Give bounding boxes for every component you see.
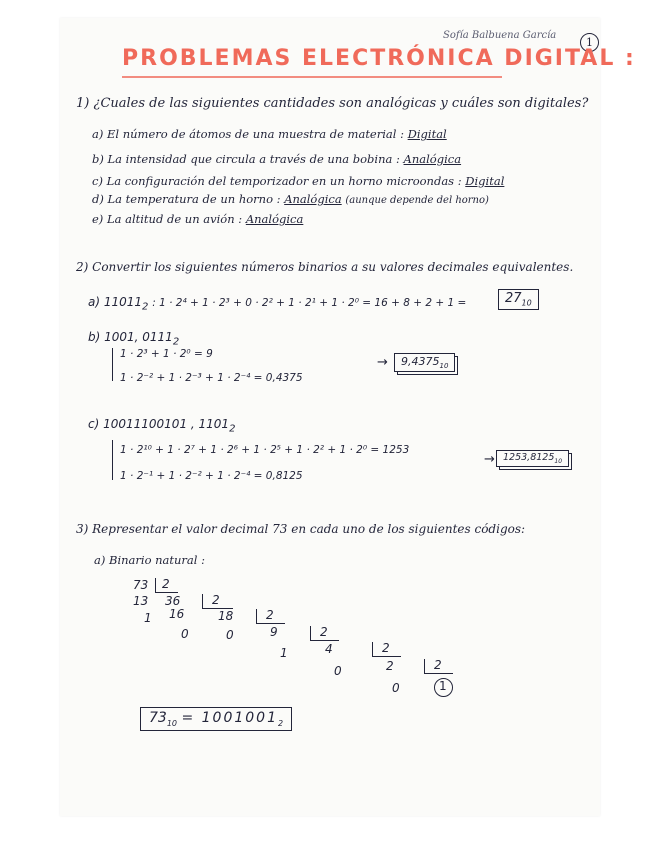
div-dividend-6: 2 [386, 659, 394, 673]
q1-item-c [92, 174, 504, 188]
q3-result-box [140, 707, 292, 731]
q3-result-binary: = 1001001 [181, 710, 278, 726]
q1-item-e [92, 212, 303, 226]
q2b-integer-part: 1 · 2³ + 1 · 2⁰ = 9 [120, 348, 213, 360]
q2c-arrow-icon: → [484, 452, 495, 467]
q1-item-c-text: c) La configuración del temporizador en un horno microondas : [92, 174, 462, 188]
q1-item-a-answer: Digital [407, 127, 447, 141]
div-dividend-1: 73 [133, 578, 149, 592]
q1-item-e-answer: Analógica [245, 212, 304, 226]
div-divisor-2: 2 [212, 593, 220, 607]
q3-result-decimal-base: 10 [166, 718, 178, 728]
q1-item-e-text: e) La altitud de un avión : [92, 212, 243, 226]
q2c-result: 1253,8125 [503, 452, 555, 463]
question-1: 1) ¿Cuales de las siguientes cantidades son analógicas y cuáles son digitales? [76, 96, 589, 111]
q2c-fraction-part: 1 · 2⁻¹ + 1 · 2⁻² + 1 · 2⁻⁴ = 0,8125 [120, 470, 303, 482]
q1-item-b-text: b) La intensidad que circula a través de una bobina : [92, 152, 400, 166]
div-last-quotient: 1 [439, 679, 447, 693]
q2c-result-box [496, 450, 569, 467]
div-remainder-2: 0 [181, 627, 189, 641]
q1-item-d-answer: Analógica [284, 192, 342, 206]
q3-result-binary-base: 2 [278, 718, 284, 728]
q2c-label-line [88, 417, 235, 434]
q2a-expansion: : 1 · 2⁴ + 1 · 2³ + 0 · 2² + 1 · 2¹ + 1 · 2⁰ = 16 + 8 + 2 + 1 = [152, 297, 467, 309]
div-divisor-3: 2 [266, 608, 274, 622]
q2c-brace [112, 440, 113, 480]
div-remainder-4: 1 [280, 646, 288, 660]
page-title: PROBLEMAS ELECTRÓNICA DIGITAL : [122, 46, 636, 71]
q2b-label: b) 1001, 0111 [88, 330, 173, 344]
div-divisor-1: 2 [162, 577, 170, 591]
q2b-result-box [394, 353, 455, 372]
q2c-label: c) 10011100101 , 1101 [88, 417, 230, 431]
q1-item-a-text: a) El número de átomos de una muestra de material : [92, 127, 404, 141]
q2a-result: 27 [505, 291, 522, 306]
q1-item-c-answer: Digital [465, 174, 505, 188]
div-dividend-3: 18 [218, 609, 234, 623]
q1-item-d-text: d) La temperatura de un horno : [92, 192, 281, 206]
q2b-fraction-part: 1 · 2⁻² + 1 · 2⁻³ + 1 · 2⁻⁴ = 0,4375 [120, 372, 303, 384]
question-2: 2) Convertir los siguientes números binarios a su valores decimales equivalentes. [76, 260, 574, 274]
div-remainder-1: 1 [144, 611, 152, 625]
div-dividend-2: 36 [165, 594, 181, 608]
div-remainder-6: 0 [392, 681, 400, 695]
q3-sub-a: a) Binario natural : [94, 553, 205, 567]
div-divisor-6: 2 [434, 658, 442, 672]
q1-item-d [92, 192, 489, 206]
title-underline [122, 76, 502, 78]
q1-item-b [92, 152, 461, 166]
q2c-label-base: 2 [229, 423, 236, 435]
q2a-expression [88, 295, 466, 312]
q2b-brace [112, 348, 113, 381]
q2a-result-box [498, 289, 539, 310]
div-partial-2: 16 [169, 607, 185, 621]
q1-item-d-note: (aunque depende del horno) [345, 195, 489, 206]
q2b-label-base: 2 [172, 336, 180, 348]
q3-result-decimal: 73 [149, 710, 167, 726]
q2c-result-base: 10 [554, 457, 563, 465]
div-dividend-4: 9 [270, 625, 278, 639]
q2a-label: a) 11011 [88, 295, 143, 309]
q2b-result-base: 10 [439, 362, 449, 371]
page-number: 1 [580, 33, 599, 52]
q1-item-a [92, 127, 447, 141]
q2a-result-base: 10 [521, 298, 532, 308]
div-partial-1: 13 [133, 594, 149, 608]
q2b-arrow-icon: → [377, 355, 388, 370]
q2a-label-base: 2 [142, 301, 149, 313]
q2b-result: 9,4375 [401, 355, 440, 368]
q1-item-b-answer: Analógica [403, 152, 462, 166]
q2b-label-line [88, 330, 179, 347]
question-3: 3) Representar el valor decimal 73 en cada uno de los siguientes códigos: [76, 522, 526, 536]
author-name: Sofía Balbuena García [443, 30, 557, 41]
div-remainder-5: 0 [334, 664, 342, 678]
div-divisor-5: 2 [382, 641, 390, 655]
div-divisor-4: 2 [320, 625, 328, 639]
q2c-integer-part: 1 · 2¹⁰ + 1 · 2⁷ + 1 · 2⁶ + 1 · 2⁵ + 1 · 2² + 1 · 2⁰ = 1253 [120, 444, 410, 456]
div-dividend-5: 4 [325, 642, 333, 656]
div-remainder-3: 0 [226, 628, 234, 642]
